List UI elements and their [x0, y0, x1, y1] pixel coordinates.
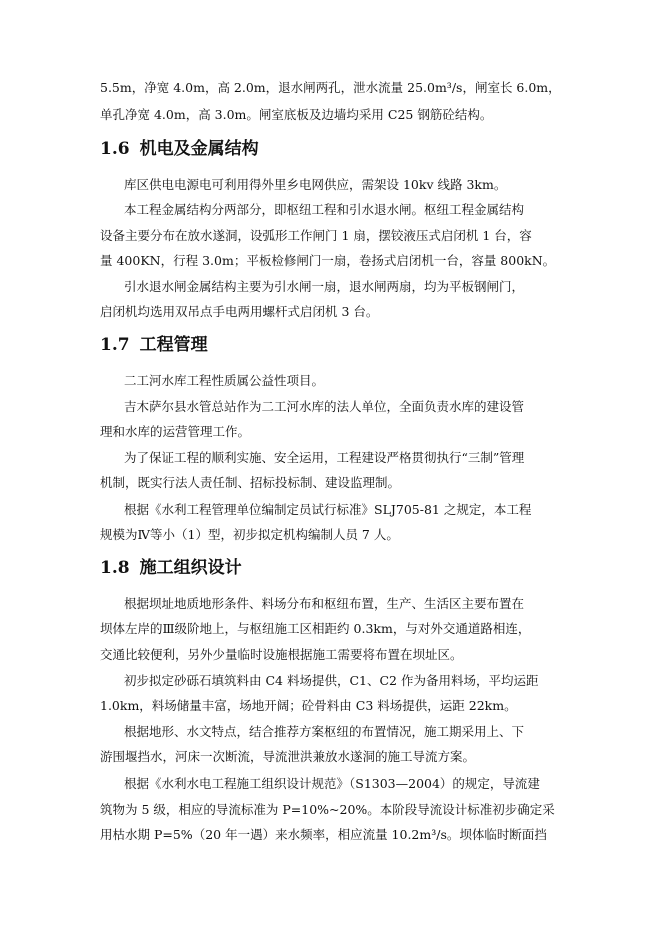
section-heading-1-8 — [100, 557, 242, 579]
paragraph-line: 游围堰挡水，河床一次断流，导流泄洪兼放水遂洞的施工导流方案。 — [100, 749, 476, 764]
paragraph-line: 根据地形、水文特点，结合推荐方案枢纽的布置情况，施工期采用上、下 — [124, 724, 525, 739]
paragraph-line: 引水退水闸金属结构主要为引水闸一扇，退水闸两扇，均为平板钢闸门， — [124, 279, 525, 294]
section-title: 施工组织设计 — [139, 558, 242, 578]
paragraph-line: 1.0km，料场储量丰富，场地开阔；砼骨料由 C3 料场提供，运距 22km。 — [100, 698, 517, 713]
section-number: 1.8 — [100, 558, 130, 578]
section-title: 工程管理 — [139, 335, 208, 355]
paragraph-line: 量 400KN，行程 3.0m；平板检修闸门一扇，卷扬式启闭机一台，容量 800kN。 — [100, 253, 556, 268]
paragraph-line: 本工程金属结构分两部分，即枢纽工程和引水退水闸。枢纽工程金属结构 — [124, 202, 525, 217]
paragraph-line: 筑物为 5 级，相应的导流标准为 P=10%~20%。本阶段导流设计标准初步确定采 — [100, 802, 555, 817]
paragraph-line: 启闭机均选用双吊点手电两用螺杆式启闭机 3 台。 — [100, 304, 379, 319]
paragraph-line: 坝体左岸的Ⅲ级阶地上，与枢纽施工区相距约 0.3km，与对外交通道路相连， — [100, 621, 531, 636]
paragraph-line: 规模为Ⅳ等小（1）型，初步拟定机构编制人员 7 人。 — [100, 527, 399, 542]
paragraph-line: 二工河水库工程性质属公益性项目。 — [124, 373, 325, 388]
paragraph-line: 吉木萨尔县水管总站作为二工河水库的法人单位，全面负责水库的建设管 — [124, 399, 525, 414]
paragraph-line: 根据《水利工程管理单位编制定员试行标准》SLJ705-81 之规定，本工程 — [124, 502, 532, 517]
section-heading-1-7 — [100, 334, 208, 356]
paragraph-line: 5.5m，净宽 4.0m，高 2.0m，退水闸两孔，泄水流量 25.0m³/s，闸室长 6.0m， — [100, 80, 561, 95]
paragraph-line: 用枯水期 P=5%（20 年一遇）来水频率，相应流量 10.2m³/s。坝体临时断面挡 — [100, 827, 547, 842]
paragraph-line: 根据《水利水电工程施工组织设计规范》（S1303—2004）的规定，导流建 — [124, 776, 540, 791]
paragraph-line: 交通比较便利，另外少量临时设施根据施工需要将布置在坝址区。 — [100, 647, 463, 662]
paragraph-line: 初步拟定砂砾石填筑料由 C4 料场提供，C1、C2 作为备用料场，平均运距 — [124, 673, 539, 688]
paragraph-line: 机制，既实行法人责任制、招标投标制、建设监理制。 — [100, 475, 401, 490]
paragraph-line: 设备主要分布在放水遂洞，设弧形工作闸门 1 扇，摆铰液压式启闭机 1 台，容 — [100, 228, 532, 243]
section-number: 1.6 — [100, 139, 130, 159]
paragraph-line: 为了保证工程的顺利实施、安全运用，工程建设严格贯彻执行“三制”管理 — [124, 450, 525, 465]
paragraph-line: 单孔净宽 4.0m，高 3.0m。闸室底板及边墙均采用 C25 钢筋砼结构。 — [100, 107, 493, 122]
section-heading-1-6 — [100, 138, 259, 160]
paragraph-line: 库区供电电源电可利用得外里乡电网供应，需架设 10kv 线路 3km。 — [124, 177, 507, 192]
section-title: 机电及金属结构 — [139, 139, 259, 159]
paragraph-line: 理和水库的运营管理工作。 — [100, 424, 251, 439]
paragraph-line: 根据坝址地质地形条件、料场分布和枢纽布置，生产、生活区主要布置在 — [124, 596, 525, 611]
section-number: 1.7 — [100, 335, 130, 355]
